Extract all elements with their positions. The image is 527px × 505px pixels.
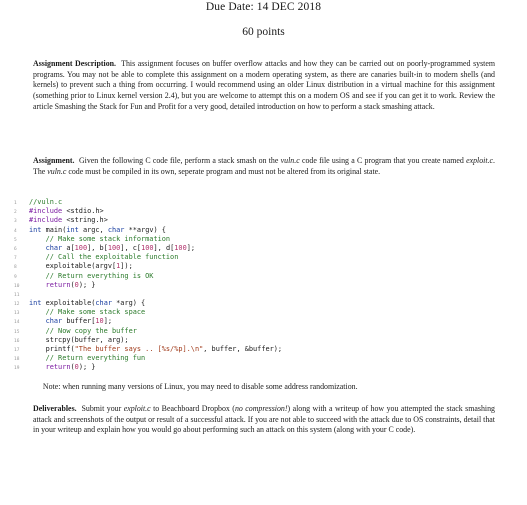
assignment-text-4: code must be compiled in its own, seperate program and must not be altered from its original state.	[68, 166, 381, 176]
code-token: , buffer, &buffer);	[203, 345, 283, 353]
deliverables-text-3: ) along with a writeup of how you attempted the stack smashing attack and screenshots of the output or result of a successful attack. If you are not able to succeed with the attack due to OS constraints, detail that in your writeup and explain how you would go about performing such an attack on this system (along with your C code).	[33, 404, 495, 435]
deliverables-exploit-file: exploit.c	[123, 404, 151, 413]
line-number: 19	[14, 366, 20, 372]
code-token: 1	[116, 262, 121, 271]
note-text: Note: when running many versions of Linux, you may need to disable some address randomization.	[42, 382, 358, 391]
note-paragraph	[33, 382, 495, 393]
deliverables-text-2: to Beachboard Dropbox (	[153, 404, 235, 413]
code-token: (	[70, 280, 75, 289]
code-token: 100	[74, 243, 88, 252]
line-number: 18	[14, 357, 20, 363]
line-number: 3	[14, 219, 17, 225]
code-token: return	[29, 363, 71, 372]
code-token: buffer[	[62, 317, 96, 326]
code-line	[14, 345, 282, 354]
code-token: char	[29, 317, 63, 326]
code-token: // Make some stack space	[29, 308, 146, 317]
code-token: exploitable(argv[	[29, 262, 117, 271]
code-line	[14, 336, 282, 345]
code-token: 10	[95, 317, 104, 326]
line-number: 4	[14, 228, 17, 234]
code-token: **argv) {	[124, 225, 166, 234]
line-number: 11	[14, 292, 20, 298]
code-token: 100	[174, 243, 187, 252]
line-number: 17	[14, 348, 20, 353]
deliverables-text-1: Submit your	[81, 404, 122, 413]
line-number: 10	[14, 283, 20, 289]
assignment-description-paragraph	[33, 59, 495, 113]
code-line	[14, 308, 282, 317]
code-line	[14, 327, 282, 336]
code-line	[14, 253, 282, 262]
assignment-description-text: This assignment focuses on buffer overflow attacks and how they can be carried out on poorly-programmed system programs. You may not be able to complete this assignment on a modern operating system, as there are canaries built-in to modern shells (and kernels) to prevent such a thing from occurring. I would recommend using an older Linux distribution in a virtual machine for this assignment (something prior to Linux kernel version 2.4), but you are welcome to attempt this on a modern OS and see if you can get it to work. Review the article Smashing the Stack for Fun and Profit for a very good, detailed introduction on how to perform a stack smashing attack.	[33, 59, 495, 111]
code-token: int	[29, 225, 42, 234]
code-line	[14, 207, 282, 216]
line-number: 6	[14, 246, 17, 252]
code-line	[14, 216, 282, 225]
line-number: 1	[14, 201, 17, 206]
code-token: return	[29, 280, 71, 289]
assignment-paragraph	[33, 156, 495, 177]
code-token: // Make some stack information	[29, 234, 171, 243]
line-number: 16	[14, 338, 20, 344]
line-number: 14	[14, 320, 20, 326]
code-token: // Return everything is OK	[29, 271, 154, 280]
code-token: char	[107, 225, 125, 234]
code-token: //vuln.c	[29, 198, 63, 206]
line-number: 15	[14, 329, 20, 335]
deliverables-heading: Deliverables.	[33, 404, 77, 413]
code-line	[14, 244, 282, 253]
code-token: char	[95, 299, 112, 308]
code-token: int	[29, 299, 42, 308]
code-token: ], b[	[87, 243, 108, 252]
code-line	[14, 354, 282, 363]
code-token: <stdio.h>	[62, 207, 104, 216]
code-token: // Call the exploitable function	[29, 253, 179, 262]
code-line	[14, 363, 282, 372]
code-token: // Now copy the buffer	[29, 326, 137, 335]
exploit-file-name: exploit.c	[466, 156, 494, 165]
code-token: #include	[29, 207, 63, 216]
code-token: argc,	[78, 225, 108, 234]
line-number: 8	[14, 265, 17, 271]
line-number: 7	[14, 256, 17, 262]
no-compression-note: no compression!	[234, 404, 288, 413]
code-token: a[	[62, 243, 75, 252]
code-token: *arg) {	[112, 299, 146, 308]
code-token: int	[66, 225, 79, 234]
points-value: 60 points	[242, 26, 285, 38]
code-token: char	[29, 243, 63, 252]
code-token: ]);	[120, 262, 133, 271]
code-token: exploitable(	[41, 299, 96, 308]
code-line	[14, 262, 282, 271]
vuln-file-name: vuln.c	[280, 156, 300, 165]
line-number: 13	[14, 311, 20, 317]
code-token: ); }	[78, 363, 96, 372]
line-number: 2	[14, 210, 17, 216]
line-number: 5	[14, 237, 17, 243]
code-token: ], d[	[153, 243, 175, 252]
line-number: 9	[14, 274, 17, 280]
assignment-heading: Assignment.	[33, 156, 75, 165]
code-token: printf(	[29, 345, 75, 353]
code-token: 100	[107, 243, 121, 252]
assignment-text-3: . The	[33, 156, 496, 176]
code-token: ); }	[78, 280, 96, 289]
code-line	[14, 281, 282, 290]
assignment-description-heading: Assignment Description.	[33, 59, 116, 68]
code-line	[14, 235, 282, 244]
code-line	[14, 272, 282, 281]
vuln-file-name-2: vuln.c	[47, 166, 67, 176]
code-listing	[14, 198, 282, 373]
code-token: "The buffer says .. [%s/%p].\n"	[74, 345, 204, 353]
code-line	[14, 226, 282, 235]
code-token: ], c[	[120, 243, 142, 252]
assignment-text-1: Given the following C code file, perform a stack smash on the	[78, 156, 279, 165]
code-line	[14, 299, 282, 308]
code-token: 100	[141, 243, 154, 252]
code-line	[14, 317, 282, 326]
code-token: <string.h>	[62, 216, 108, 225]
code-token: 0	[74, 363, 79, 372]
code-token: ];	[186, 243, 196, 252]
code-line	[14, 290, 282, 299]
due-date: Due Date: 14 DEC 2018	[205, 1, 322, 13]
code-token: 0	[74, 280, 79, 289]
code-token: ];	[103, 317, 113, 326]
code-token: // Return everything fun	[29, 354, 146, 363]
code-token: #include	[29, 216, 63, 225]
code-token: main(	[41, 225, 67, 234]
code-line	[14, 198, 282, 207]
code-token: (	[70, 363, 75, 372]
code-token: strcpy(buffer, arg);	[29, 335, 129, 344]
deliverables-paragraph	[33, 404, 495, 436]
line-number: 12	[14, 302, 20, 308]
assignment-text-2: code file using a C program that you create named	[301, 156, 464, 165]
